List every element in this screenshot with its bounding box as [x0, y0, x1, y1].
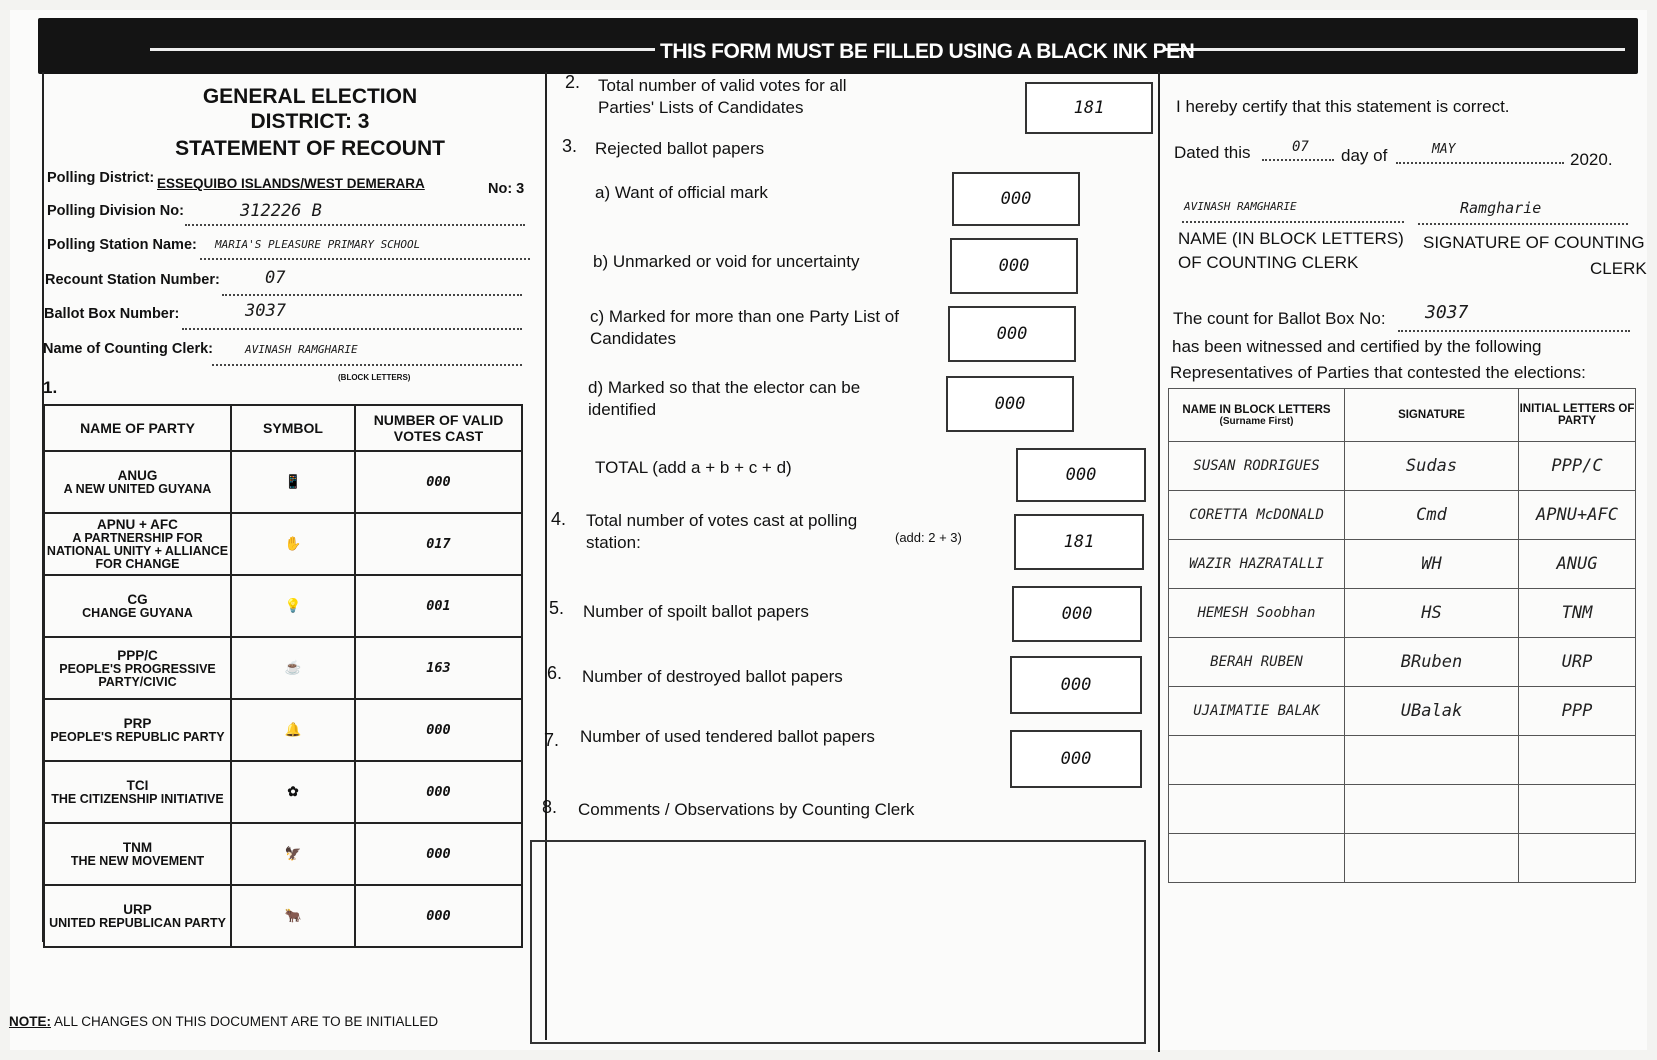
- ballot-box-value: 3037: [245, 301, 286, 321]
- rep-row: [1169, 785, 1636, 834]
- party-abbr: APNU + AFC: [97, 517, 178, 532]
- witness-text-2: Representatives of Parties that contested the elections:: [1170, 363, 1586, 382]
- q7-text: Number of used tendered ballot papers: [580, 727, 875, 746]
- comments-box: [530, 840, 1146, 1044]
- reps-col-party: INITIAL LETTERS OF PARTY: [1519, 389, 1636, 442]
- sig-label-1: SIGNATURE OF COUNTING: [1423, 233, 1645, 252]
- party-name-cell: [44, 451, 231, 513]
- rep-name: [1169, 785, 1345, 834]
- q3b-box: 000: [950, 238, 1078, 294]
- q3a-box: 000: [952, 172, 1080, 226]
- note-label: NOTE:: [9, 1014, 51, 1029]
- witness-text-1: has been witnessed and certified by the following: [1172, 337, 1542, 356]
- party-abbr: TNM: [122, 840, 153, 855]
- q8-number: 8.: [542, 797, 558, 817]
- party-name-cell: [44, 699, 231, 761]
- note-text: ALL CHANGES ON THIS DOCUMENT ARE TO BE INITIALLED: [54, 1014, 439, 1029]
- q5-box: 000: [1012, 586, 1142, 642]
- banner-rule-left: [150, 48, 655, 51]
- reps-col-sig: SIGNATURE: [1345, 389, 1519, 442]
- party-abbr: PRP: [123, 716, 152, 731]
- rep-row: [1169, 442, 1636, 491]
- rep-name: WAZIR HAZRATALLI: [1169, 540, 1345, 589]
- party-row: [44, 451, 522, 513]
- polling-district-label: Polling District:: [47, 170, 155, 186]
- title-general-election: GENERAL ELECTION: [202, 85, 418, 108]
- party-name-cell: [44, 823, 231, 885]
- rep-party: [1519, 834, 1636, 883]
- rep-party: URP: [1519, 638, 1636, 687]
- q6-number: 6.: [547, 663, 563, 683]
- block-letters-note: (BLOCK LETTERS): [338, 373, 411, 382]
- clerk-signature: Ramgharie: [1460, 199, 1542, 217]
- polling-division-value: 312226 B: [240, 201, 322, 221]
- rep-party: TNM: [1519, 589, 1636, 638]
- rep-party: [1519, 785, 1636, 834]
- total-box: 000: [1016, 448, 1146, 502]
- q3d-text: d) Marked so that the elector can be identified: [588, 378, 861, 419]
- rep-name: [1169, 834, 1345, 883]
- party-full-name: CHANGE GUYANA: [82, 606, 193, 620]
- rep-party: PPP: [1519, 687, 1636, 736]
- party-full-name: THE CITIZENSHIP INITIATIVE: [51, 792, 224, 806]
- col-votes: NUMBER OF VALID VOTES CAST: [355, 405, 522, 451]
- rep-row: [1169, 540, 1636, 589]
- q2-text: Total number of valid votes for all Parties' Lists of Candidates: [598, 76, 847, 117]
- q3c-text: c) Marked for more than one Party List of Candidates: [590, 307, 899, 348]
- party-full-name: PEOPLE'S PROGRESSIVE PARTY/CIVIC: [59, 661, 216, 689]
- rep-name: BERAH RUBEN: [1169, 638, 1345, 687]
- q2-box: 181: [1025, 82, 1153, 134]
- rep-signature: HS: [1345, 589, 1519, 638]
- count-label: The count for Ballot Box No:: [1173, 309, 1386, 328]
- party-symbol-icon: 🐂: [231, 885, 355, 947]
- total-text: TOTAL (add a + b + c + d): [595, 458, 792, 477]
- party-full-name: UNITED REPUBLICAN PARTY: [49, 916, 226, 930]
- party-row: [44, 699, 522, 761]
- bottom-note: [9, 1014, 438, 1029]
- polling-station-value: MARIA'S PLEASURE PRIMARY SCHOOL: [215, 238, 421, 251]
- col-symbol: SYMBOL: [231, 405, 355, 451]
- party-row: [44, 513, 522, 575]
- party-symbol-icon: 🦅: [231, 823, 355, 885]
- rep-party: ANUG: [1519, 540, 1636, 589]
- q3c-box: 000: [948, 306, 1076, 362]
- party-symbol-icon: 🔔: [231, 699, 355, 761]
- count-value: 3037: [1425, 302, 1469, 323]
- party-abbr: URP: [123, 902, 152, 917]
- representatives-table: [1168, 388, 1636, 883]
- rep-row: [1169, 834, 1636, 883]
- ballot-box-line: [182, 314, 522, 330]
- rep-name: CORETTA McDONALD: [1169, 491, 1345, 540]
- polling-station-label: Polling Station Name:: [47, 237, 197, 253]
- counting-clerk-label: Name of Counting Clerk:: [43, 341, 213, 357]
- rep-row: [1169, 589, 1636, 638]
- party-name-cell: [44, 637, 231, 699]
- q3a-text: a) Want of official mark: [595, 183, 768, 202]
- party-row: [44, 823, 522, 885]
- rep-party: APNU+AFC: [1519, 491, 1636, 540]
- party-full-name: A NEW UNITED GUYANA: [63, 482, 212, 496]
- party-symbol-icon: ✋: [231, 513, 355, 575]
- party-abbr: TCI: [126, 778, 149, 793]
- recount-station-label: Recount Station Number:: [45, 272, 220, 288]
- party-symbol-icon: ☕: [231, 637, 355, 699]
- q5-text: Number of spoilt ballot papers: [583, 602, 809, 621]
- sig-label-2: CLERK: [1590, 259, 1647, 278]
- dated-day: 07: [1292, 139, 1309, 155]
- party-name-cell: [44, 575, 231, 637]
- name-label-2: OF COUNTING CLERK: [1178, 253, 1359, 272]
- counting-clerk-value: AVINASH RAMGHARIE: [245, 343, 358, 356]
- polling-division-label: Polling Division No:: [47, 203, 184, 219]
- q7-box: 000: [1010, 730, 1142, 788]
- rep-party: PPP/C: [1519, 442, 1636, 491]
- ballot-box-label: Ballot Box Number:: [44, 306, 180, 322]
- q6-text: Number of destroyed ballot papers: [582, 667, 843, 686]
- q3d-box: 000: [946, 376, 1074, 432]
- q8-text: Comments / Observations by Counting Clerk: [578, 800, 915, 819]
- party-row: [44, 637, 522, 699]
- banner-text: THIS FORM MUST BE FILLED USING A BLACK INK PEN: [660, 40, 1195, 63]
- party-votes-cell: 000: [355, 699, 522, 761]
- party-votes-table: [43, 404, 523, 948]
- q5-number: 5.: [549, 598, 565, 618]
- rep-name: HEMESH Soobhan: [1169, 589, 1345, 638]
- party-votes-cell: 000: [355, 761, 522, 823]
- party-votes-cell: 000: [355, 885, 522, 947]
- rep-name: [1169, 736, 1345, 785]
- month-line: [1396, 148, 1564, 164]
- party-votes-cell: 000: [355, 451, 522, 513]
- party-full-name: PEOPLE'S REPUBLIC PARTY: [50, 730, 225, 744]
- party-full-name: A PARTNERSHIP FOR NATIONAL UNITY + ALLIANCE FOR CHANGE: [46, 531, 229, 571]
- title-district: DISTRICT: 3: [250, 110, 370, 133]
- polling-district-no: No: 3: [488, 181, 525, 197]
- rep-signature: WH: [1345, 540, 1519, 589]
- party-abbr: CG: [127, 592, 148, 607]
- q4-number: 4.: [551, 509, 567, 529]
- q3b-text: b) Unmarked or void for uncertainty: [593, 252, 860, 271]
- dated-label: Dated this: [1174, 143, 1251, 162]
- rep-row: [1169, 736, 1636, 785]
- party-row: [44, 761, 522, 823]
- q4-box: 181: [1014, 514, 1144, 570]
- q3-text: Rejected ballot papers: [595, 139, 765, 158]
- rep-signature: UBalak: [1345, 687, 1519, 736]
- day-of-label: day of: [1341, 146, 1388, 165]
- reps-col-name-title: NAME IN BLOCK LETTERS: [1182, 403, 1331, 416]
- certify-text: I hereby certify that this statement is correct.: [1176, 97, 1510, 116]
- party-abbr: ANUG: [117, 468, 158, 483]
- polling-district-value: ESSEQUIBO ISLANDS/WEST DEMERARA: [157, 176, 425, 191]
- rep-row: [1169, 638, 1636, 687]
- rep-signature: [1345, 785, 1519, 834]
- party-row: [44, 575, 522, 637]
- name-label-1: NAME (IN BLOCK LETTERS): [1178, 229, 1404, 248]
- party-symbol-icon: ✿: [231, 761, 355, 823]
- polling-division-line: [185, 210, 525, 226]
- rep-signature: Sudas: [1345, 442, 1519, 491]
- rep-row: [1169, 491, 1636, 540]
- section-1-number: 1.: [43, 378, 58, 397]
- rep-name: SUSAN RODRIGUES: [1169, 442, 1345, 491]
- banner-rule-right: [1165, 48, 1625, 51]
- col-party-name: NAME OF PARTY: [44, 405, 231, 451]
- party-symbol-icon: 📱: [231, 451, 355, 513]
- title-statement: STATEMENT OF RECOUNT: [175, 137, 445, 160]
- recount-station-value: 07: [265, 268, 286, 288]
- q7-number: 7.: [544, 730, 560, 750]
- q2-number: 2.: [565, 72, 581, 92]
- q6-box: 000: [1010, 656, 1142, 714]
- rep-signature: BRuben: [1345, 638, 1519, 687]
- dated-year: 2020.: [1570, 150, 1613, 169]
- party-name-cell: [44, 761, 231, 823]
- reps-col-name: [1169, 389, 1345, 442]
- middle-divider-right: [1158, 72, 1160, 1052]
- party-votes-cell: 017: [355, 513, 522, 575]
- party-votes-cell: 000: [355, 823, 522, 885]
- reps-col-name-sub: (Surname First): [1219, 415, 1294, 427]
- rep-name: UJAIMATIE BALAK: [1169, 687, 1345, 736]
- rep-party: [1519, 736, 1636, 785]
- party-abbr: PPP/C: [117, 647, 158, 663]
- q4-add-note: (add: 2 + 3): [895, 530, 962, 545]
- party-votes-cell: 001: [355, 575, 522, 637]
- rep-row: [1169, 687, 1636, 736]
- party-name-cell: [44, 885, 231, 947]
- party-row: [44, 885, 522, 947]
- party-votes-cell: 163: [355, 637, 522, 699]
- dated-month: MAY: [1432, 142, 1456, 157]
- clerk-name-written: AVINASH RAMGHARIE: [1184, 200, 1297, 213]
- party-name-cell: [44, 513, 231, 575]
- party-symbol-icon: 💡: [231, 575, 355, 637]
- rep-signature: Cmd: [1345, 491, 1519, 540]
- rep-signature: [1345, 834, 1519, 883]
- rep-signature: [1345, 736, 1519, 785]
- party-full-name: THE NEW MOVEMENT: [70, 854, 205, 868]
- q3-number: 3.: [562, 136, 578, 156]
- q4-text: Total number of votes cast at polling station:: [586, 511, 858, 552]
